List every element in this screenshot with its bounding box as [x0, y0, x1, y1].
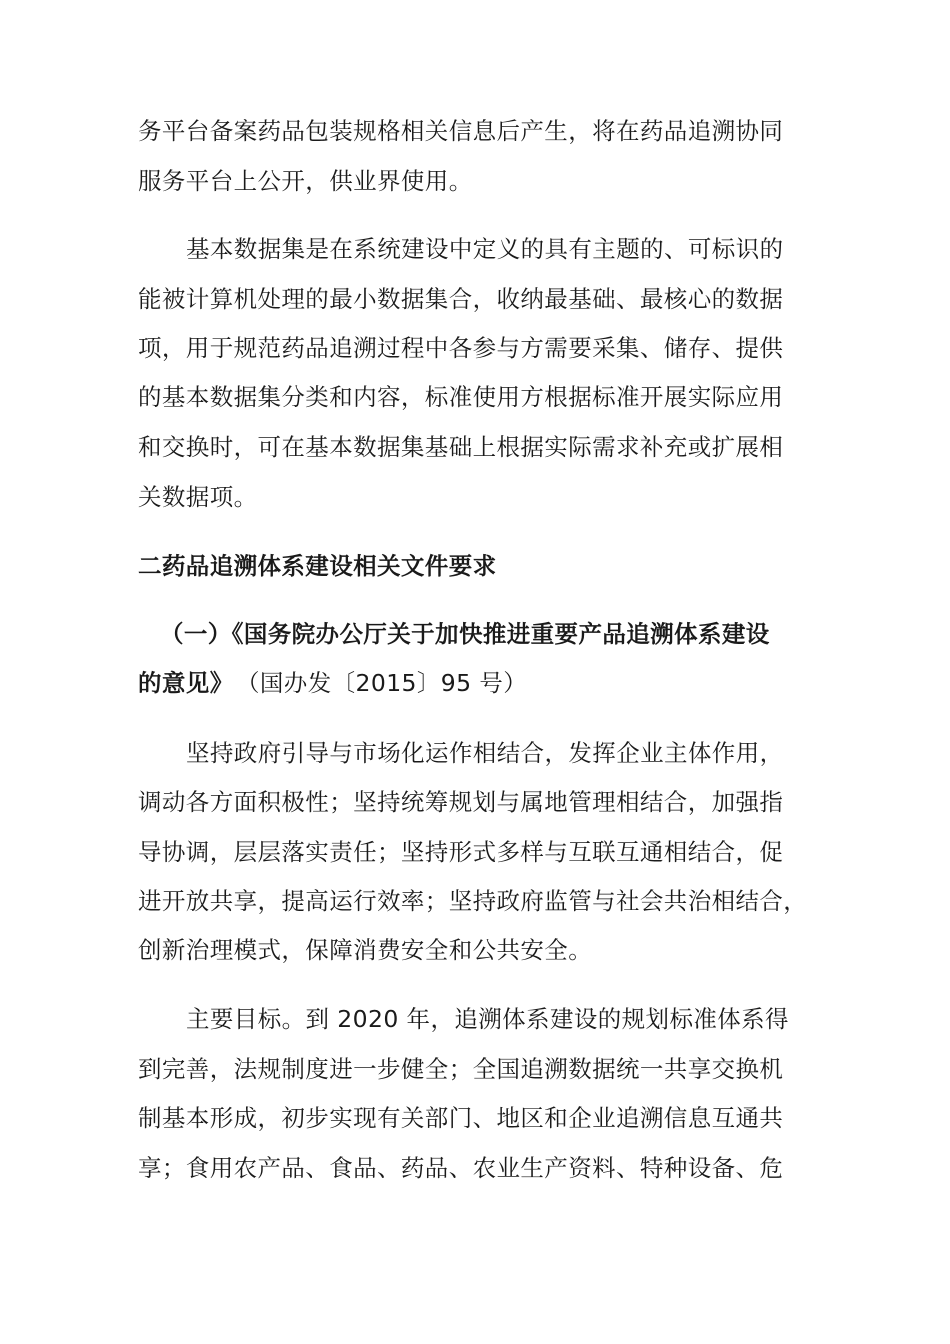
paragraph-text: 调动各方面积极性；坚持统筹规划与属地管理相结合，加强指 [138, 788, 784, 816]
paragraph-text: 创新治理模式，保障消费安全和公共安全。 [138, 936, 593, 964]
paragraph-text: 关数据项。 [138, 483, 258, 511]
paragraph-text: 主要目标。到 2020 年，追溯体系建设的规划标准体系得 [186, 1005, 789, 1033]
subsection-heading-text: （一）《国务院办公厅关于加快推进重要产品追溯体系建设 [160, 620, 770, 648]
paragraph-text: 享；食用农产品、食品、药品、农业生产资料、特种设备、危 [138, 1154, 784, 1182]
document-number: （国办发〔2015〕95 号） [236, 669, 528, 697]
paragraph-text: 制基本形成，初步实现有关部门、地区和企业追溯信息互通共 [138, 1104, 784, 1132]
paragraph-text: 服务平台上公开，供业界使用。 [138, 167, 473, 195]
paragraph-text: 和交换时，可在基本数据集基础上根据实际需求补充或扩展相 [138, 433, 784, 461]
subsection-heading-title-end: 的意见》 [138, 669, 234, 697]
paragraph-text: 能被计算机处理的最小数据集合，收纳最基础、最核心的数据 [138, 285, 784, 313]
paragraph-text: 导协调，层层落实责任；坚持形式多样与互联互通相结合，促 [138, 838, 784, 866]
paragraph-text: 项，用于规范药品追溯过程中各参与方需要采集、储存、提供 [138, 334, 784, 362]
paragraph-text: 坚持政府引导与市场化运作相结合，发挥企业主体作用， [186, 739, 784, 767]
paragraph-text: 进开放共享，提高运行效率；坚持政府监管与社会共治相结合， [138, 887, 808, 915]
section-heading-text: 二药品追溯体系建设相关文件要求 [138, 552, 497, 580]
paragraph-text: 到完善，法规制度进一步健全；全国追溯数据统一共享交换机 [138, 1055, 784, 1083]
paragraph-text: 务平台备案药品包装规格相关信息后产生，将在药品追溯协同 [138, 117, 784, 145]
paragraph-text: 的基本数据集分类和内容，标准使用方根据标准开展实际应用 [138, 383, 784, 411]
paragraph-text: 基本数据集是在系统建设中定义的具有主题的、可标识的 [186, 235, 784, 263]
